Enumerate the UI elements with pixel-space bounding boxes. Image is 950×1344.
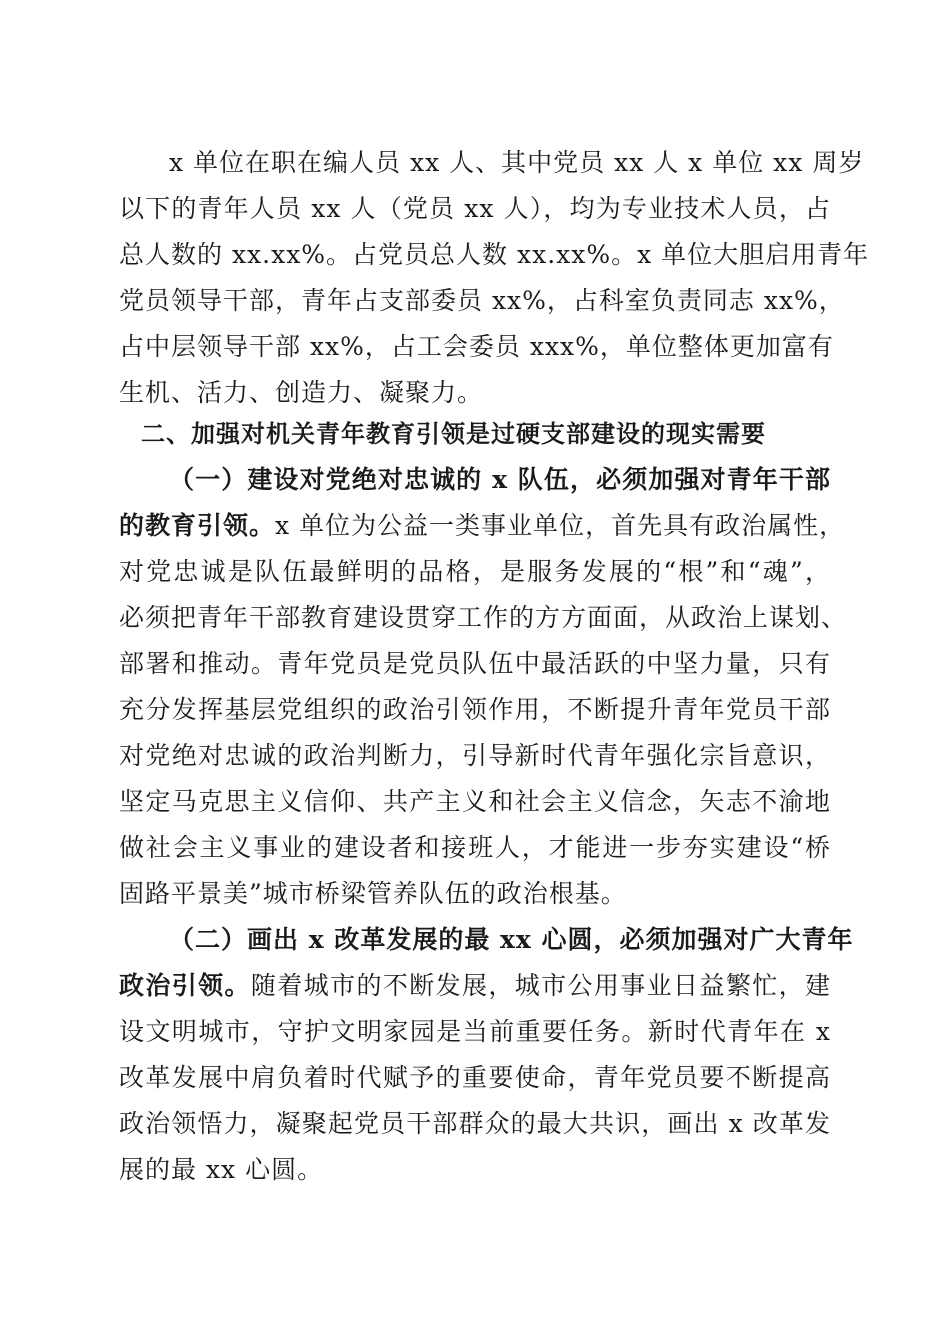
- paragraph-2-line-8: 坚定马克思主义信仰、共产主义和社会主义信念，矢志不渝地: [119, 787, 831, 816]
- paragraph-3-line-6: 展的最 xx 心圆。: [119, 1155, 324, 1184]
- paragraph-1-line-3: 总人数的 xx.xx%。占党员总人数 xx.xx%。x 单位大胆启用青年: [119, 240, 870, 269]
- paragraph-3-line-2: [119, 969, 831, 1003]
- paragraph-2-lead-tail: 的教育引领。: [119, 511, 276, 540]
- paragraph-2-line-3: 对党忠诚是队伍最鲜明的品格，是服务发展的“根”和“魂”，: [119, 557, 831, 586]
- paragraph-2-line-9: 做社会主义事业的建设者和接班人，才能进一步夯实建设“桥: [119, 833, 831, 862]
- paragraph-1-line-2: 以下的青年人员 xx 人（党员 xx 人），均为专业技术人员，占: [119, 194, 831, 223]
- paragraph-2-lead-line: （一）建设对党绝对忠诚的 x 队伍，必须加强对青年干部: [169, 465, 831, 494]
- section-heading: 二、加强对机关青年教育引领是过硬支部建设的现实需要: [141, 420, 766, 448]
- paragraph-1-line-6: 生机、活力、创造力、凝聚力。: [119, 378, 484, 407]
- paragraph-2-line-5: 部署和推动。青年党员是党员队伍中最活跃的中坚力量，只有: [119, 649, 831, 678]
- paragraph-2-line-7: 对党绝对忠诚的政治判断力，引导新时代青年强化宗旨意识，: [119, 741, 831, 770]
- paragraph-2-line-2: [119, 509, 846, 543]
- paragraph-1-line-5: 占中层领导干部 xx%，占工会委员 xxx%，单位整体更加富有: [119, 332, 834, 361]
- paragraph-3-lead-tail: 政治引领。: [119, 971, 251, 1000]
- paragraph-1-line-4: 党员领导干部，青年占支部委员 xx%，占科室负责同志 xx%，: [119, 286, 845, 315]
- paragraph-3-lead-line: （二）画出 x 改革发展的最 xx 心圆，必须加强对广大青年: [169, 925, 854, 954]
- paragraph-2-line-2-rest: x 单位为公益一类事业单位，首先具有政治属性，: [275, 511, 846, 540]
- paragraph-2-line-10: 固路平景美”城市桥梁管养队伍的政治根基。: [119, 879, 627, 908]
- paragraph-1-line-1: x 单位在职在编人员 xx 人、其中党员 xx 人 x 单位 xx 周岁: [169, 148, 865, 177]
- paragraph-3-line-4: 改革发展中肩负着时代赋予的重要使命，青年党员要不断提高: [119, 1063, 831, 1092]
- paragraph-2-line-4: 必须把青年干部教育建设贯穿工作的方方面面，从政治上谋划、: [119, 603, 848, 632]
- paragraph-3-line-2-rest: 随着城市的不断发展，城市公用事业日益繁忙，建: [250, 971, 831, 1000]
- paragraph-3-line-3: 设文明城市，守护文明家园是当前重要任务。新时代青年在 x: [119, 1017, 831, 1046]
- paragraph-3-line-5: 政治领悟力，凝聚起党员干部群众的最大共识，画出 x 改革发: [119, 1109, 831, 1138]
- paragraph-2-line-6: 充分发挥基层党组织的政治引领作用，不断提升青年党员干部: [119, 695, 831, 724]
